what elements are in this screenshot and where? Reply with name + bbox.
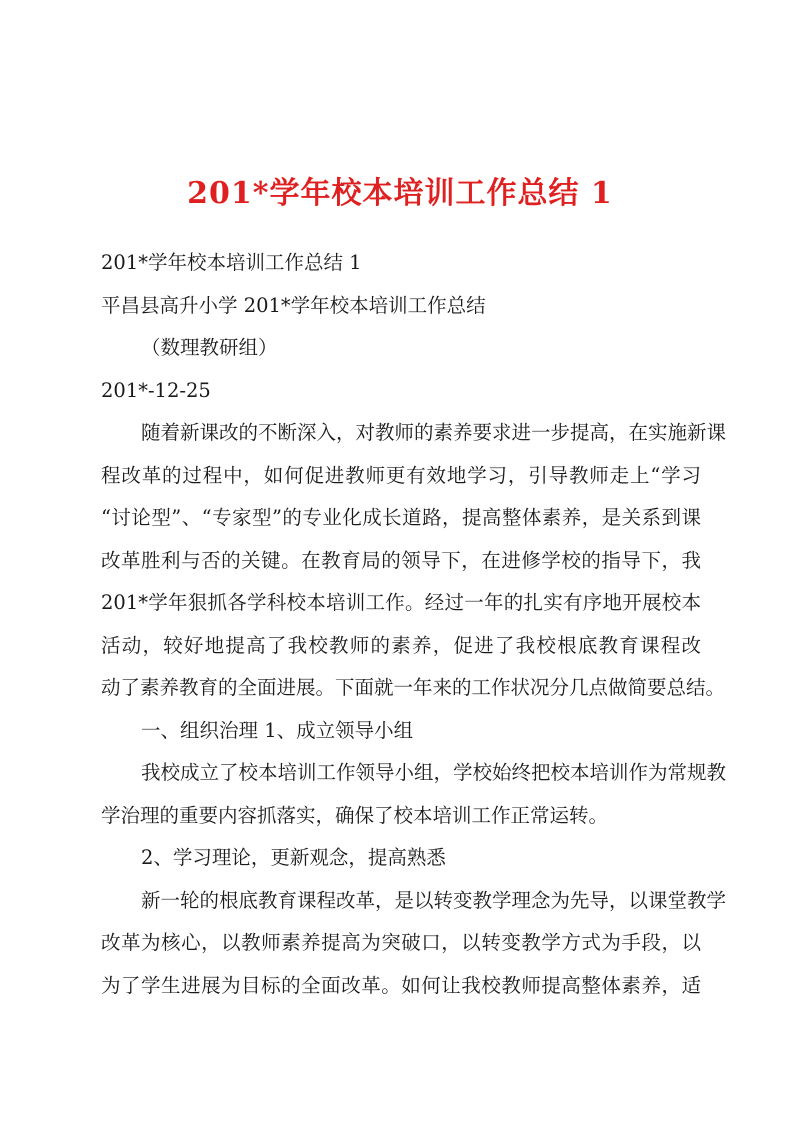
paragraph-line: 改革为核心，以教师素养提高为突破口，以转变教学方式为手段，以 xyxy=(101,931,701,954)
section-heading: 2、学习理论，更新观念，提高熟悉 xyxy=(141,846,446,869)
paragraph-line: 改革胜利与否的关键。在教育局的领导下，在进修学校的指导下，我 xyxy=(101,548,701,572)
paragraph-line: 为了学生进展为目标的全面改革。如何让我校教师提高整体素养，适 xyxy=(101,973,701,997)
paragraph-line: 程改革的过程中，如何促进教师更有效地学习，引导教师走上“学习 xyxy=(101,463,701,487)
text-line: 平昌县高升小学 201*学年校本培训工作总结 xyxy=(101,293,486,317)
paragraph-line: 动了素养教育的全面进展。下面就一年来的工作状况分几点做简要总结。 xyxy=(101,676,726,699)
paragraph-line: 学治理的重要内容抓落实，确保了校本培训工作正常运转。 xyxy=(101,803,609,827)
document-title: 201*学年校本培训工作总结 1 xyxy=(187,176,613,211)
document-body xyxy=(101,242,727,1007)
paragraph-line: 我校成立了校本培训工作领导小组，学校始终把校本培训作为常规教 xyxy=(141,761,727,784)
text-line: 201*学年校本培训工作总结 1 xyxy=(101,251,362,274)
paragraph-line: 新一轮的根底教育课程改革，是以转变教学理念为先导，以课堂教学 xyxy=(141,888,727,912)
paragraph-line: 201*学年狠抓各学科校本培训工作。经过一年的扎实有序地开展校本 xyxy=(101,591,701,614)
paragraph-line: 活动，较好地提高了我校教师的素养，促进了我校根底教育课程改 xyxy=(101,633,701,657)
paragraph-line: “讨论型”、“专家型”的专业化成长道路，提高整体素养，是关系到课 xyxy=(101,506,701,529)
text-line: （数理教研组） xyxy=(141,336,278,359)
text-line: 201*-12-25 xyxy=(101,378,211,402)
paragraph-line: 随着新课改的不断深入，对教师的素养要求进一步提高，在实施新课 xyxy=(141,421,727,444)
section-heading: 一、组织治理 1、成立领导小组 xyxy=(141,718,414,742)
